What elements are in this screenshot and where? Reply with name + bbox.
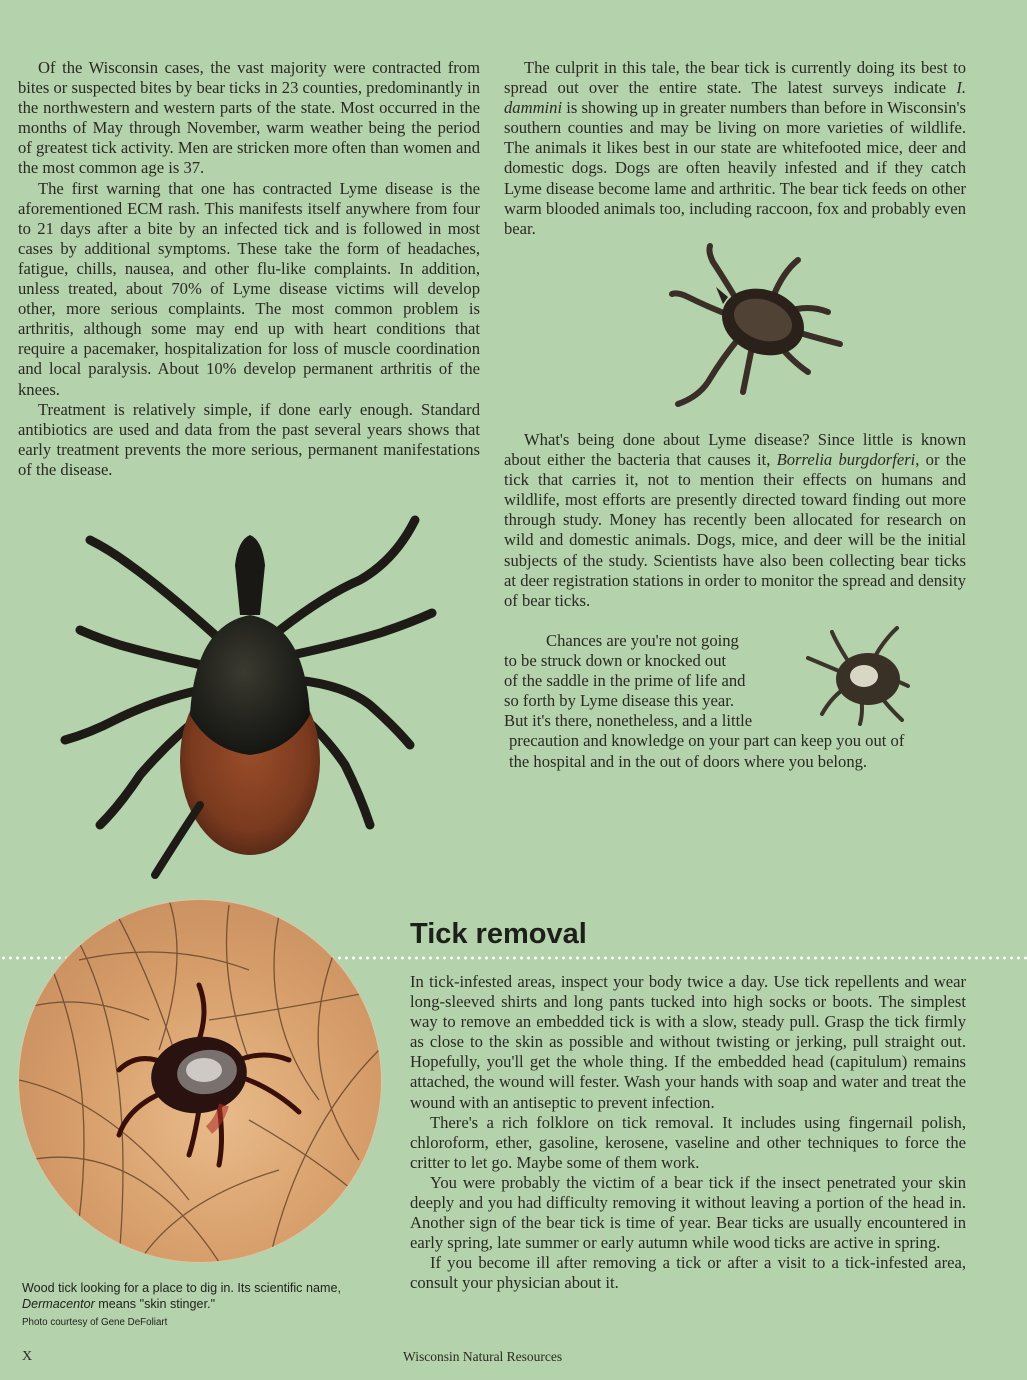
photo-credit: Photo courtesy of Gene DeFoliart — [22, 1317, 168, 1328]
bear-tick-dorsal-photo — [668, 242, 846, 410]
text-run: is showing up in greater numbers than before in Wisconsin's southern counties and may be living on more varieties of wildlife. The animals it likes best in our state are whitefooted mice, deer and domestic dogs. Dogs are often heavily infested and if they catch Lyme disease become lame and arthritic. The bear tick feeds on other warm blooded animals too, including raccoon, fox and probably even bear. — [504, 98, 966, 238]
paragraph-whats-being-done — [504, 430, 966, 611]
right-column-text-top — [504, 58, 966, 239]
tick-removal-heading: Tick removal — [410, 918, 587, 950]
text-line: to be struck down or knocked out — [504, 651, 727, 671]
bacteria-name: Borrelia burgdorferi — [776, 450, 916, 470]
text-line: But it's there, nonetheless, and a little — [504, 711, 753, 731]
paragraph-physician: If you become ill after removing a tick or after a visit to a tick-infested area, consult your physician about it. — [410, 1253, 966, 1293]
text-run: The culprit in this tale, the bear tick is currently doing its best to spread out over the entire state. The latest surveys indicate — [504, 58, 966, 98]
right-column-text-middle — [504, 430, 966, 611]
text-line: precaution and knowledge on your part can keep you out of — [509, 731, 905, 751]
wood-tick-on-skin-photo — [19, 900, 381, 1262]
paragraph-culprit — [504, 58, 966, 239]
text-run: , or the tick that carries it, not to mention their effects on humans and wildlife, most efforts are presently directed toward finding out more through study. Money has recently been allocated for research on wild and domestic animals. Dogs, mice, and deer will be the initial subjects of the study. Scientists have also been collecting bear ticks at deer registration stations in order to monitor the spread and density of bear ticks. — [504, 450, 967, 610]
bear-tick-large-photo — [60, 505, 440, 890]
paragraph-wisconsin-cases: Of the Wisconsin cases, the vast majority were contracted from bites or suspected bites by bear ticks in 23 counties, predominantly in the northwestern and western parts of the state. Most occurred in the months of May through November, warm weather being the period of greatest tick activity. Men are stricken more often than women and the most common age is 37. — [18, 58, 480, 178]
species-name: I. dammini — [504, 78, 966, 118]
tick-removal-text — [410, 972, 966, 1294]
paragraph-treatment: Treatment is relatively simple, if done early enough. Standard antibiotics are used and data from the past several years shows that early treatment prevents the more serious, permanent manifestations of the disease. — [18, 399, 480, 479]
text-line: so forth by Lyme disease this year. — [504, 691, 734, 711]
publication-name: Wisconsin Natural Resources — [403, 1349, 563, 1364]
left-column-text — [18, 58, 480, 480]
paragraph-inspect: In tick-infested areas, inspect your body twice a day. Use tick repellents and wear long-sleeved shirts and long pants tucked into high socks or boots. The simplest way to remove an embedded tick is with a slow, steady pull. Grasp the tick firmly as close to the skin as possible and without twisting or jerking, pull straight out. Hopefully, you'll get the whole thing. If the embedded head (capitulum) remains attached, the wound will fester. Wash your hands with soap and water and treat the wound with an antiseptic to prevent infection. — [410, 972, 966, 1112]
paragraph-folklore: There's a rich folklore on tick removal. It includes using fingernail polish, chloroform, ether, gasoline, kerosene, vaseline and other techniques to force the critter to let go. Maybe some of them work. — [410, 1112, 966, 1172]
text-line: the hospital and in the out of doors where you belong. — [509, 751, 868, 771]
photo-caption — [22, 1281, 392, 1331]
nymph-tick-photo — [802, 624, 912, 728]
caption-genus: Dermacentor — [22, 1296, 95, 1311]
caption-text-end: means "skin stinger." — [94, 1296, 216, 1311]
paragraph-victim: You were probably the victim of a bear tick if the insect penetrated your skin deeply and you had difficulty removing it without leaving a portion of the head in. Another sign of the bear tick is time of year. Bear ticks are usually encountered in early spring, late summer or early autumn while wood ticks are active in spring. — [410, 1172, 966, 1253]
paragraph-first-warning: The first warning that one has contracted Lyme disease is the aforementioned ECM rash. This manifests itself anywhere from four to 21 days after a bite by an infected tick and is followed in most cases by additional symptoms. These take the form of headaches, fatigue, chills, nausea, and other flu-like complaints. In addition, unless treated, about 70% of Lyme disease victims will develop other, more serious complaints. The most common problem is arthritis, although some may end up with heart conditions that require a pacemaker, hospitalization for loss of muscle coordination and local paralysis. About 10% develop permanent arthritis of the knees. — [18, 178, 480, 399]
text-run: What's being done about Lyme disease? Since little is known about either the bacteria that causes it, — [504, 430, 966, 470]
page-number: X — [22, 1349, 33, 1364]
text-line: Chances are you're not going — [546, 631, 739, 650]
text-line: of the saddle in the prime of life and — [504, 671, 746, 691]
caption-text: Wood tick looking for a place to dig in. Its scientific name, — [22, 1281, 341, 1295]
